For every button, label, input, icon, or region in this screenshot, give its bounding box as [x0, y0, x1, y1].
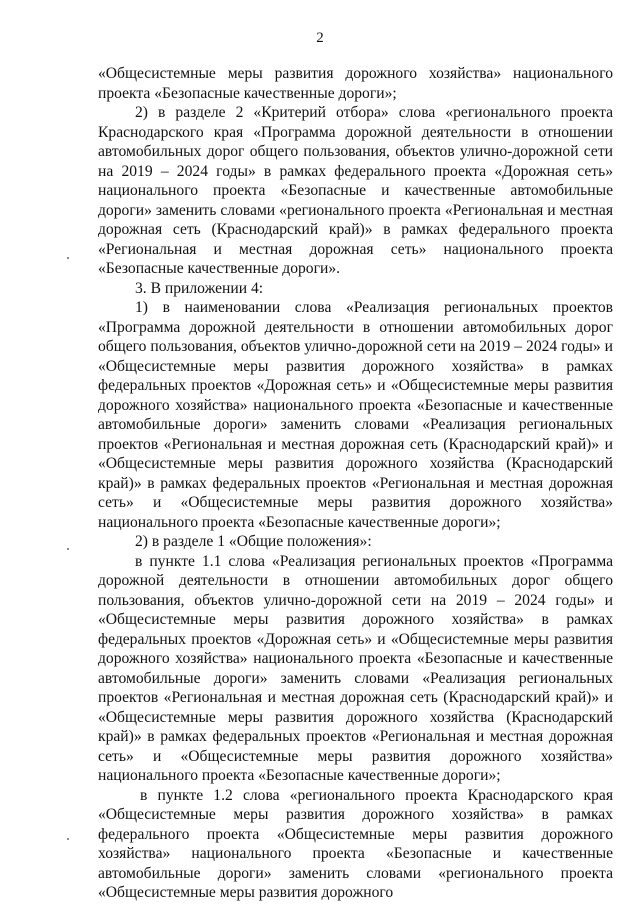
paragraph: в пункте 1.2 слова «регионального проекта Краснодарского края «Общесистемные меры развития дорожного хозяйства» в рамках федерального проекта «Общесистемные меры развития дорожного хозяйства» национального проекта «Безопасные и качественные автомобильные дороги» заменить словами «регионального проекта «Общесистемные меры развития дорожного	[98, 786, 613, 901]
paragraph: 1) в наименовании слова «Реализация региональных проектов «Программа дорожной деятельности в отношении автомобильных дорог общего пользования, объектов улично-дорожной сети на 2019 – 2024 годы» и «Общесистемные меры развития дорожного хозяйства» в рамках федеральных проектов «Дорожная сеть» и «Общесистемные меры развития дорожного хозяйства» национального проекта «Безопасные и качественные автомобильные дороги» заменить словами «Реализация региональных проектов «Региональная и местная дорожная сеть (Краснодарский край)» и «Общесистемные меры развития дорожного хозяйства (Краснодарский край)» в рамках федеральных проектов «Региональная и местная дорожная сеть» и «Общесистемные меры развития дорожного хозяйства» национального проекта «Безопасные качественные дороги»;	[98, 299, 613, 531]
scan-speck	[67, 838, 69, 840]
paragraph: «Общесистемные меры развития дорожного хозяйства» национального проекта «Безопасные качественные дороги»;	[98, 65, 613, 102]
scan-speck	[67, 257, 69, 259]
paragraph: в пункте 1.1 слова «Реализация региональных проектов «Программа дорожной деятельности в отношении автомобильных дорог общего пользования, объектов улично-дорожной сети на 2019 – 2024 годы» и «Общесистемные меры развития дорожного хозяйства» в рамках федеральных проектов «Дорожная сеть» и «Общесистемные меры развития дорожного хозяйства» национального проекта «Безопасные и качественные автомобильные дороги» заменить словами «Реализация региональных проектов «Региональная и местная дорожная сеть (Краснодарский край)» и «Общесистемные меры развития дорожного хозяйства (Краснодарский край)» в рамках федеральных проектов «Региональная и местная дорожная сеть» и «Общесистемные меры развития дорожного хозяйства» национального проекта «Безопасные качественные дороги»;	[98, 552, 613, 784]
page-number: 2	[316, 30, 324, 46]
scan-speck	[67, 548, 69, 550]
paragraph: 2) в разделе 2 «Критерий отбора» слова «регионального проекта Краснодарского края «Программа дорожной деятельности в отношении автомобильных дорог общего пользования, объектов улично-дорожной сети на 2019 – 2024 годы» в рамках федерального проекта «Дорожная сеть» национального проекта «Безопасные и качественные автомобильные дороги» заменить словами «регионального проекта «Региональная и местная дорожная сеть (Краснодарский край)» в рамках федерального проекта «Региональная и местная дорожная сеть» национального проекта «Безопасные качественные дороги».	[98, 104, 613, 277]
paragraph: 2) в разделе 1 «Общие положения»:	[135, 533, 372, 550]
document-body	[98, 64, 613, 903]
paragraph: 3. В приложении 4:	[135, 279, 264, 297]
